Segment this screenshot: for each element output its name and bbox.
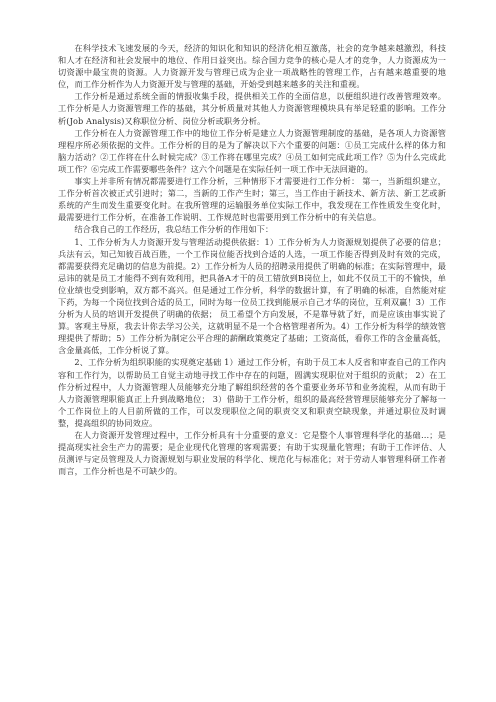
paragraph-when-to-analyze: 事实上并非所有情况都需要进行工作分析，三种情形下才需要进行工作分析： 第一，当新组织建立，工作分析首次被正式引进时；第二，当新的工作产生时；第三，当工作由于新技术、新方法、新工艺或新系统的产生而发生重要变化时。在我所管理的运输服务单位实际工作中，我发现在工作性质发生变化时，最需要进行工作分析，在准备工作说明、工作规范时也需要用到工作分析中的有关信息。 [58,176,446,223]
document-body [58,42,446,477]
paragraph-summary-intro: 结合我自己的工作经历，我总结工作分析的作用如下： [74,224,274,235]
paragraph-intro: 在科学技术飞速发展的今天，经济的知识化和知识的经济化相互激荡，社会的竞争越来越激烈，科技和人才在经济和社会发展中的地位、作用日益突出。综合国力竞争的核心是人才的竞争，人力资源成为一切资源中最宝贵的资源。人力资源开发与管理已成为企业一项战略性的管理工作，占有越来越重要的地位，而工作分析作为人力资源开发与管理的基础，开始受到越来越多的关注和重视。 [58,43,446,90]
paragraph-point-2: 2、工作分析为组织职能的实现奠定基础 1）通过工作分析，有助于员工本人反省和审查自己的工作内容和工作行为，以帮助员工自觉主动地寻找工作中存在的问题，圆满实现职位对于组织的贡献； 2）在工作分析过程中，人力资源管理人员能够充分地了解组织经营的各个重要业务环节和业务流程，从而有助于人力资源管理职能真正上升到战略地位； 3）借助于工作分析，组织的最高经营管理层能够充分了解每一个工作岗位上的人目前所做的工作，可以发现职位之间的职责交叉和职责空缺现象，并通过职位及时调整，提高组织的协同效应。 [58,357,446,428]
paragraph-job-analysis-status: 工作分析在人力资源管理工作中的地位工作分析是建立人力资源管理制度的基础，是各项人力资源管理程序所必须依据的文件。工作分析的目的是为了解决以下六个重要的问题：①员工完成什么样的体力和脑力活动？②工作将在什么时候完成？③工作将在哪里完成？④员工如何完成此项工作？⑤为什么完成此项工作？⑥完成工作需要哪些条件？这六个问题是在实际任何一项工作中无法回避的。 [58,127,446,174]
paragraph-job-analysis-definition: 工作分析是通过系统全面的情报收集手段，提供相关工作的全面信息，以便组织进行改善管理效率。工作分析是人力资源管理工作的基础，其分析质量对其他人力资源管理模块具有举足轻重的影响。工作分析(Job Analysis)又称职位分析、岗位分析或职务分析。 [58,91,446,126]
paragraph-point-1: 1、工作分析为人力资源开发与管理活动提供依据：1）工作分析为人力资源规划提供了必要的信息；兵法有云，知己知彼百战百胜，一个工作岗位能否找到合适的人选，一项工作能否得到及时有效的完成，都需要获得充足确切的信息为前提。2）工作分析为人员的招聘录用提供了明确的标准；在实际管理中，最忌讳的就是员工才能得不到有效利用，把具备A才干的员工错放到B岗位上，如此不仅员工干的不愉快，单位业绩也受到影响，双方都不高兴。但是通过工作分析，科学的数据计算，有了明确的标准，自然能对症下药，为每一个岗位找到合适的员工，同时为每一位员工找到能展示自己才华的岗位，互利双赢！3）工作分析为人员的培训开发提供了明确的依据； 员工希望个方向发展，不是靠导就了好，而是应该由事实说了算。客观主导原，我去计你去学习公关，这就明显不是一个合格管理者所为。4）工作分析为科学的绩效管理提供了帮助；5）工作分析为制定公平合理的薪酬政策奠定了基础；工资高低，看你工作的含金量高低，含金量高低，工作分析说了算。 [58,236,446,356]
paragraph-conclusion: 在人力资源开发管理过程中，工作分析具有十分重要的意义：它是整个人事管理科学化的基础…；是提高现实社会生产力的需要；是企业现代化管理的客观需要；有助于实现量化管理；有助于工作评估、人员测评与定员管理及人力资源规划与职业发展的科学化、规范化与标准化；对于劳动人事管理科研工作者而言，工作分析也是不可缺少的。 [58,430,446,477]
